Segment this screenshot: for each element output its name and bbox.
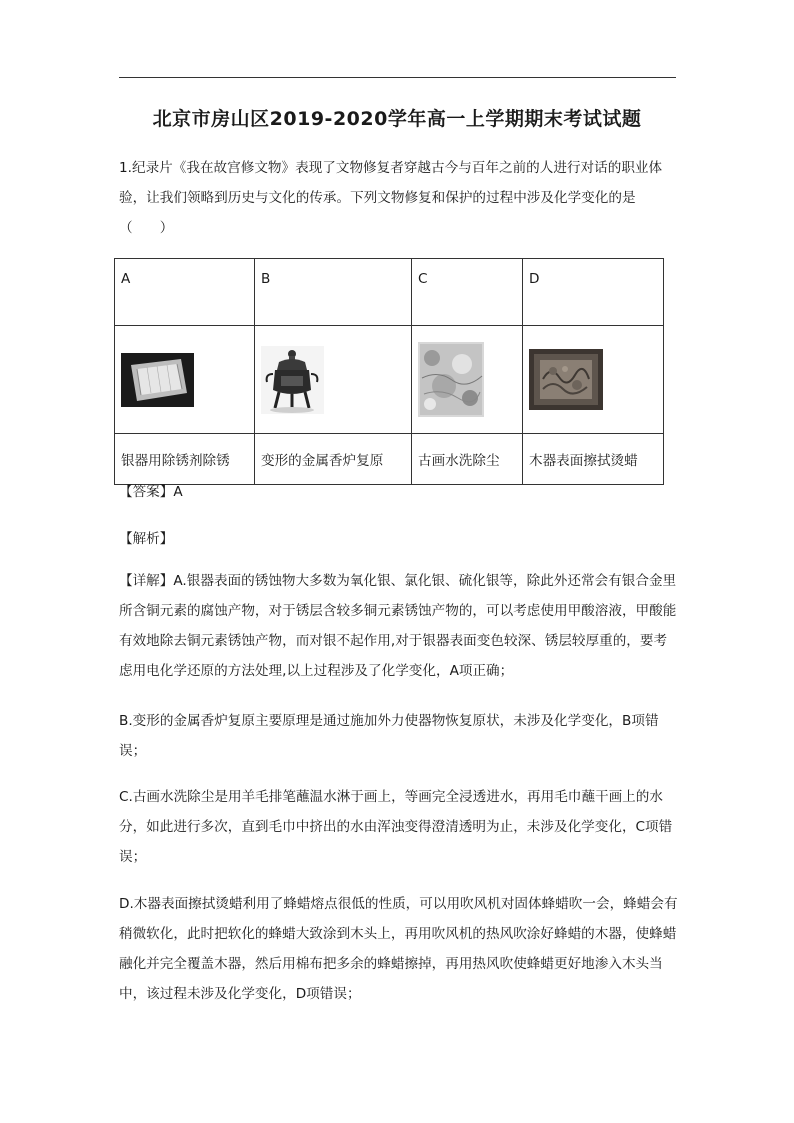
option-letter-a: A	[115, 259, 255, 326]
option-caption-b: 变形的金属香炉复原	[255, 434, 412, 485]
option-letter-d: D	[523, 259, 664, 326]
option-image-cell-c	[412, 326, 523, 434]
question-text: 1.纪录片《我在故宫修文物》表现了文物修复者穿越古今与百年之前的人进行对话的职业体验，让我们领略到历史与文化的传承。下列文物修复和保护的过程中涉及化学变化的是	[119, 160, 663, 206]
explanation-b: B.变形的金属香炉复原主要原理是通过施加外力使器物恢复原状，未涉及化学变化，B项错误；	[119, 713, 659, 759]
option-caption-a: 银器用除锈剂除锈	[115, 434, 255, 485]
answer-paren: （ ）	[119, 220, 174, 236]
incense-burner-image	[261, 346, 324, 414]
option-letter-b: B	[255, 259, 412, 326]
header-rule	[119, 77, 676, 78]
option-image-cell-d	[523, 326, 664, 434]
explanation-detail: 【详解】A.银器表面的锈蚀物大多数为氧化银、氯化银、硫化银等，除此外还常会有银合金里所含铜元素的腐蚀产物，对于锈层含较多铜元素锈蚀产物的，可以考虑使用甲酸溶液，甲酸能有效地除去铜元素锈蚀产物，而对银不起作用,对于银器表面变色较深、锈层较厚重的，要考虑用电化学还原的方法处理,以上过程涉及了化学变化，A项正确；	[119, 573, 677, 679]
options-letter-row	[115, 259, 664, 326]
options-table	[114, 258, 664, 485]
answer-label: 【答案】A	[119, 484, 183, 500]
silver-box-image	[121, 353, 194, 407]
ancient-painting-image	[418, 342, 484, 417]
page-title: 北京市房山区2019-2020学年高一上学期期末考试试题	[152, 108, 642, 130]
analysis-heading: 【解析】	[119, 531, 174, 547]
question-stem	[119, 153, 679, 243]
options-caption-row	[115, 434, 664, 485]
explanation-c: C.古画水洗除尘是用羊毛排笔蘸温水淋于画上，等画完全浸透进水，再用毛巾蘸干画上的水分，如此进行多次，直到毛巾中挤出的水由浑浊变得澄清透明为止，未涉及化学变化，C项错误；	[119, 789, 673, 865]
option-letter-c: C	[412, 259, 523, 326]
option-image-cell-b	[255, 326, 412, 434]
option-caption-d: 木器表面擦拭烫蜡	[523, 434, 664, 485]
option-image-cell-a	[115, 326, 255, 434]
explanation-d: D.木器表面擦拭烫蜡利用了蜂蜡熔点很低的性质，可以用吹风机对固体蜂蜡吹一会，蜂蜡会有稍微软化，此时把软化的蜂蜡大致涂到木头上，再用吹风机的热风吹涂好蜂蜡的木器，使蜂蜡融化并完全覆盖木器，然后用棉布把多余的蜂蜡擦掉，再用热风吹使蜂蜡更好地渗入木头当中，该过程未涉及化学变化，D项错误；	[119, 896, 678, 1002]
option-caption-c: 古画水洗除尘	[412, 434, 523, 485]
options-image-row	[115, 326, 664, 434]
carved-wood-image	[529, 349, 603, 410]
